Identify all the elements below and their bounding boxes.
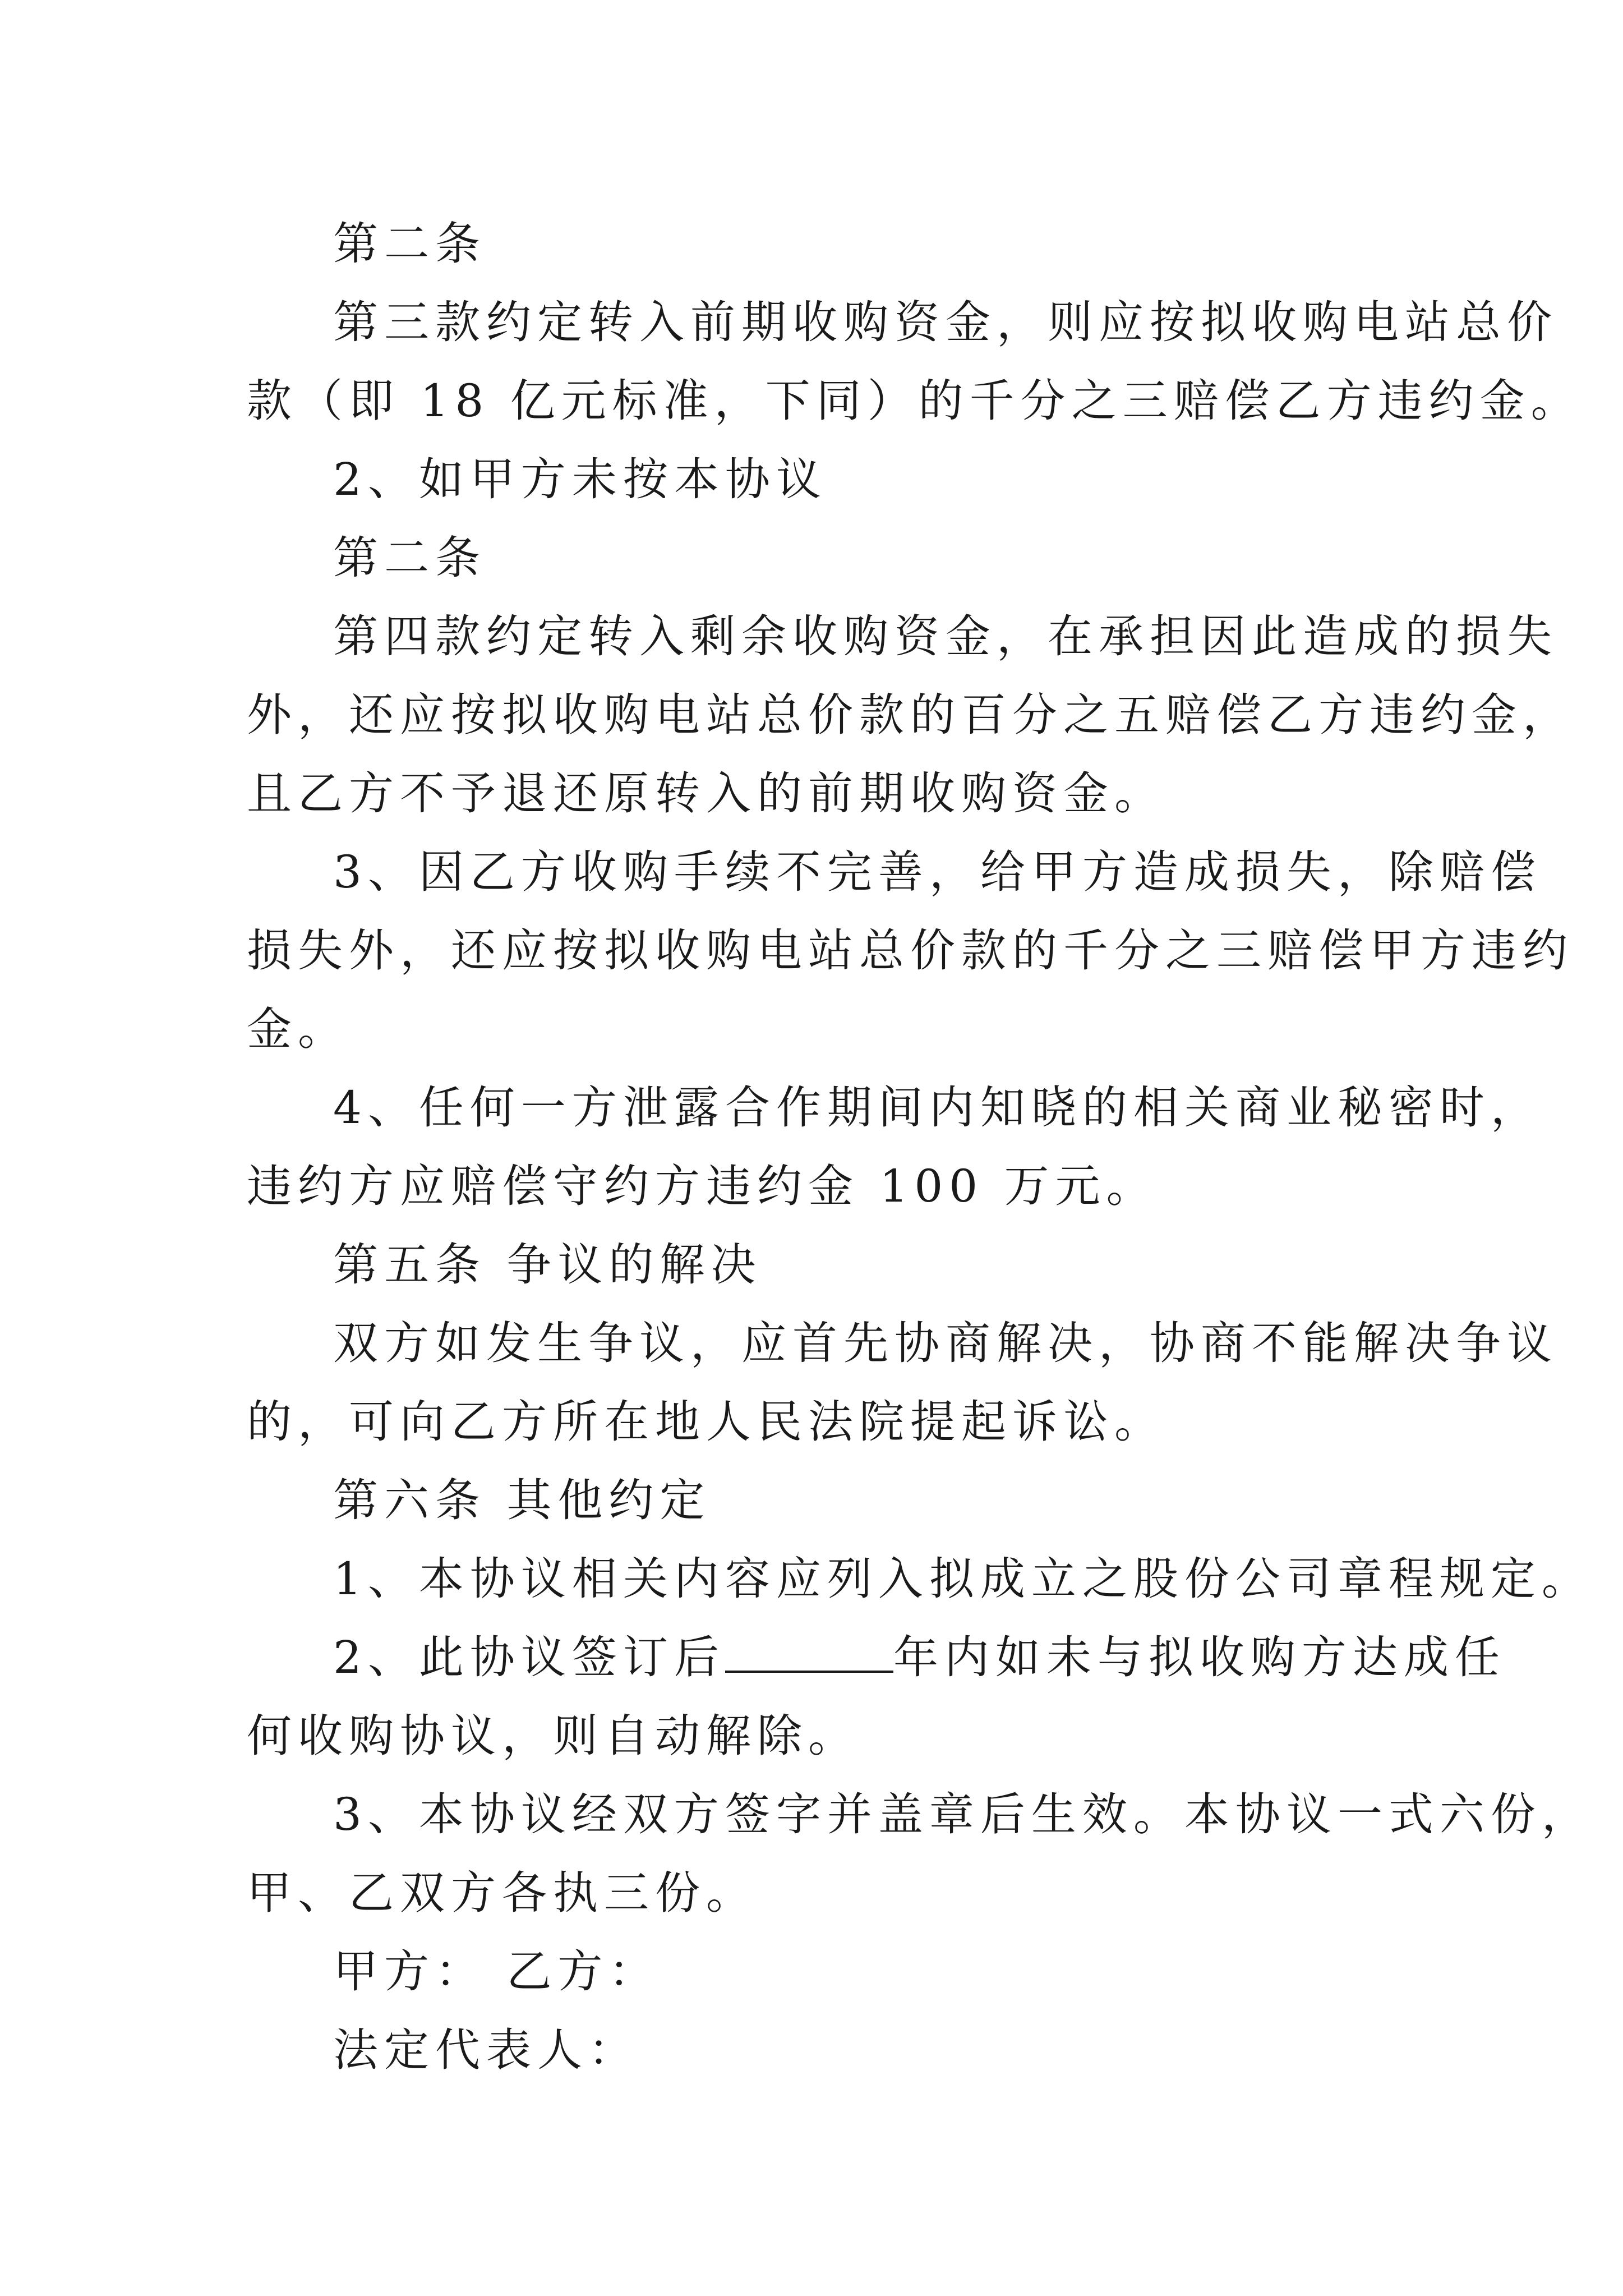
article-heading: 第六条 其他约定 (333, 1474, 711, 1526)
paragraph-line: 2、如甲方未按本协议 (333, 453, 827, 505)
paragraph-line: 金。 (247, 1003, 349, 1055)
document-page (247, 205, 1593, 2090)
paragraph-line: 且乙方不予退还原转入的前期收购资金。 (247, 767, 1165, 820)
paragraph-line (247, 1618, 1506, 1697)
paragraph-line: 1、本协议相关内容应列入拟成立之股份公司章程规定。 (333, 1553, 1593, 1605)
paragraph-line: 的，可向乙方所在地人民法院提起诉讼。 (247, 1396, 1165, 1448)
paragraph-line: 3、本协议经双方签字并盖章后生效。本协议一式六份， (333, 1788, 1593, 1841)
paragraph-line: 外，还应按拟收购电站总价款的百分之五赔偿乙方违约金， (247, 689, 1574, 741)
paragraph-line: 第四款约定转入剩余收购资金，在承担因此造成的损失 (333, 610, 1558, 662)
legal-representative: 法定代表人： (333, 2024, 639, 2076)
article-heading: 第五条 争议的解决 (333, 1239, 762, 1291)
article-heading: 第二条 (333, 218, 486, 270)
article-heading: 第二条 (333, 532, 486, 584)
paragraph-line: 何收购协议，则自动解除。 (247, 1710, 859, 1762)
paragraph-line: 双方如发生争议，应首先协商解决，协商不能解决争议 (333, 1317, 1558, 1369)
paragraph-line: 甲、乙双方各执三份。 (247, 1867, 757, 1919)
blank-field (725, 1631, 893, 1673)
paragraph-text: 2、此协议签订后 (333, 1631, 725, 1683)
paragraph-line: 损失外，还应按拟收购电站总价款的千分之三赔偿甲方违约 (247, 924, 1574, 977)
paragraph-line: 4、任何一方泄露合作期间内知晓的相关商业秘密时， (333, 1082, 1542, 1134)
signature-parties: 甲方： 乙方： (333, 1945, 660, 1998)
paragraph-line: 3、因乙方收购手续不完善，给甲方造成损失，除赔偿 (333, 846, 1542, 898)
paragraph-line: 第三款约定转入前期收购资金，则应按拟收购电站总价 (333, 296, 1558, 348)
paragraph-line: 违约方应赔偿守约方违约金 100 万元。 (247, 1160, 1158, 1212)
paragraph-text: 年内如未与拟收购方达成任 (893, 1631, 1506, 1683)
paragraph-line: 款（即 18 亿元标准，下同）的千分之三赔偿乙方违约金。 (247, 375, 1582, 427)
